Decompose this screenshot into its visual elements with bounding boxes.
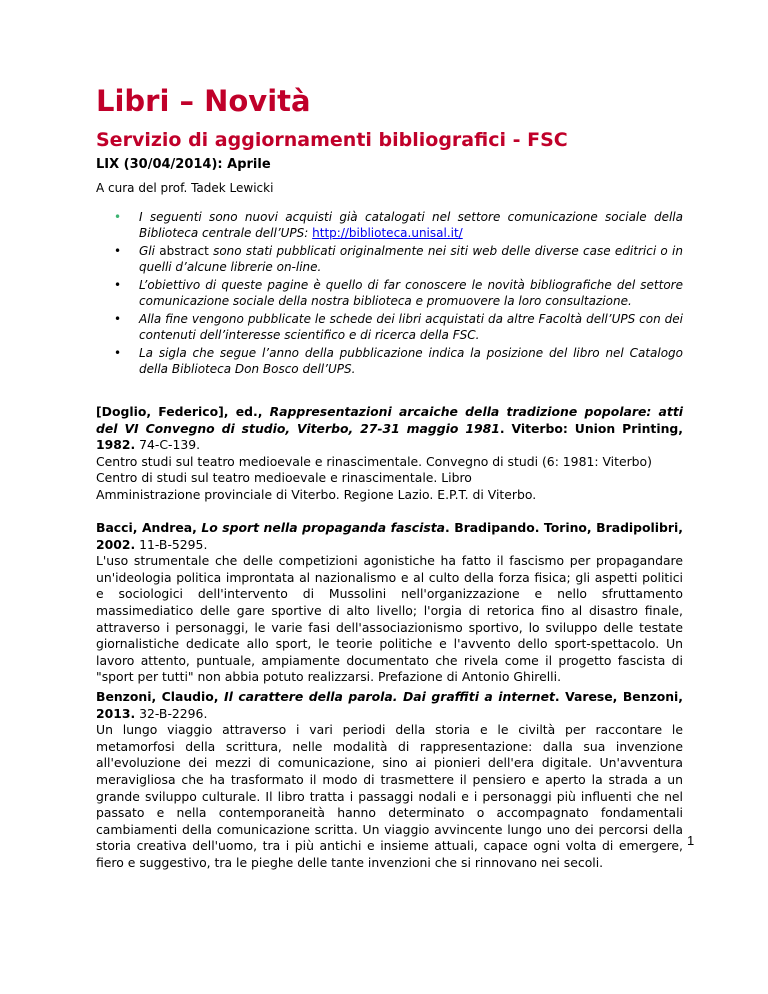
list-item bbox=[96, 277, 683, 309]
issue-label: LIX (30/04/2014): Aprile bbox=[96, 157, 271, 172]
entry-abstract: L'uso strumentale che delle competizioni agonistiche ha fatto il fascismo per propagandare un'ideologia politica improntata al nazionalismo e al culto della forza fisica; gli aspetti politici e sociologici dell'intervento di Mussolini nell'organizzazione e nello sfruttamento massimediatico delle gare sportive di alto livello; l'orgia di retorica fino al disastro finale, attraverso i personaggi, le varie fasi dell'associazionismo sportivo, lo sviluppo delle testate giornalistiche dedicate allo sport, le teorie politiche e l'avvento dello sport-spettacolo. Un lavoro attento, puntuale, ampiamente documentato che rivela come il progetto fascista di "sport per tutti" non abbia potuto realizzarsi. Prefazione di Antonio Ghirelli. bbox=[96, 553, 683, 685]
list-item bbox=[96, 243, 683, 275]
entry-publisher: . Bradipando. Torino, Bradipolibri, 2002. bbox=[96, 520, 683, 552]
note-text: sono stati pubblicati originalmente nei siti web delle diverse case editrici o in quelli d’alcune librerie on-line. bbox=[139, 244, 683, 274]
book-entry-bacci bbox=[96, 520, 683, 686]
book-entry-doglio bbox=[96, 404, 683, 504]
book-entry-benzoni bbox=[96, 689, 683, 872]
entry-author: Benzoni, Claudio, bbox=[96, 689, 224, 704]
bullet-icon: • bbox=[114, 278, 122, 292]
entry-shelfmark: 11-B-5295. bbox=[135, 536, 208, 552]
note-text: Gli bbox=[139, 244, 160, 258]
note-text: abstract bbox=[159, 244, 209, 258]
entry-shelfmark: 32-B-2296. bbox=[135, 705, 208, 721]
list-item bbox=[96, 209, 683, 241]
page-number: 1 bbox=[687, 833, 695, 848]
entry-publisher: . Varese, Benzoni, 2013. bbox=[96, 689, 684, 721]
bullet-icon: • bbox=[114, 244, 122, 258]
note-text: La sigla che segue l’anno della pubblicazione indica la posizione del libro nel Catalogo della Biblioteca Don Bosco dell’UPS. bbox=[139, 346, 683, 376]
note-text: L’obiettivo di queste pagine è quello di far conoscere le novità bibliografiche del settore comunicazione sociale della nostra biblioteca e promuovere la loro consultazione. bbox=[139, 278, 683, 308]
entry-title: Rappresentazioni arcaiche della tradizione popolare: atti del VI Convegno di studio, Viterbo, 27-31 maggio 1981 bbox=[96, 404, 683, 436]
catalog-link[interactable]: http://biblioteca.unisal.it/ bbox=[312, 226, 463, 240]
entry-shelfmark: 74-C-139. bbox=[135, 437, 201, 453]
entry-line: Amministrazione provinciale di Viterbo. Regione Lazio. E.P.T. di Viterbo. bbox=[96, 486, 537, 502]
entry-line: Centro di studi sul teatro medioevale e rinascimentale. Libro bbox=[96, 470, 472, 486]
page-title: Libri – Novità bbox=[96, 84, 311, 118]
entry-abstract: Un lungo viaggio attraverso i vari periodi della storia e le civiltà per raccontare le metamorfosi della scrittura, nelle modalità di rappresentazione: dalla sua invenzione all'evoluzione dei mezzi di comunicazione, sino ai pionieri dell'era digitale. Un'avventura meravigliosa che ha trasformato il modo di trasmettere il pensiero e aperto la strada a un grande sviluppo culturale. Il libro tratta i passaggi nodali e i personaggi più influenti che nel passato e nella contemporaneità hanno determinato o accompagnato fondamentali cambiamenti della comunicazione scritta. Un viaggio avvincente lungo uno dei percorsi della storia creativa dell'uomo, tra i più antichi e insieme attuali, capace ogni volta di emergere, fiero e suggestivo, tra le pieghe delle tante invenzioni che si rinnovano nei secoli. bbox=[96, 722, 683, 870]
entry-title: Lo sport nella propaganda fascista bbox=[201, 520, 446, 535]
list-item bbox=[96, 311, 683, 343]
bullet-icon: • bbox=[114, 210, 122, 224]
list-item bbox=[96, 345, 683, 377]
entry-title: Il carattere della parola. Dai graffiti a internet bbox=[223, 689, 555, 704]
entry-author: Bacci, Andrea, bbox=[96, 520, 202, 535]
bullet-icon: • bbox=[114, 346, 122, 360]
entry-line: Centro studi sul teatro medioevale e rinascimentale. Convegno di studi (6: 1981: Viterbo) bbox=[96, 453, 652, 469]
note-text: I seguenti sono nuovi acquisti già catalogati nel settore comunicazione sociale della Biblioteca centrale dell’UPS: bbox=[139, 210, 683, 240]
entry-author: [Doglio, Federico], ed., bbox=[96, 404, 270, 419]
entry-publisher: . Viterbo: Union Printing, 1982. bbox=[96, 420, 683, 453]
bullet-icon: • bbox=[114, 312, 122, 326]
curator-line: A cura del prof. Tadek Lewicki bbox=[96, 181, 274, 195]
notes-list bbox=[96, 209, 683, 379]
page-subtitle: Servizio di aggiornamenti bibliografici - FSC bbox=[96, 129, 568, 151]
note-text: Alla fine vengono pubblicate le schede dei libri acquistati da altre Facoltà dell’UPS con dei contenuti dell’interesse scientifico e di ricerca della FSC. bbox=[139, 312, 683, 342]
